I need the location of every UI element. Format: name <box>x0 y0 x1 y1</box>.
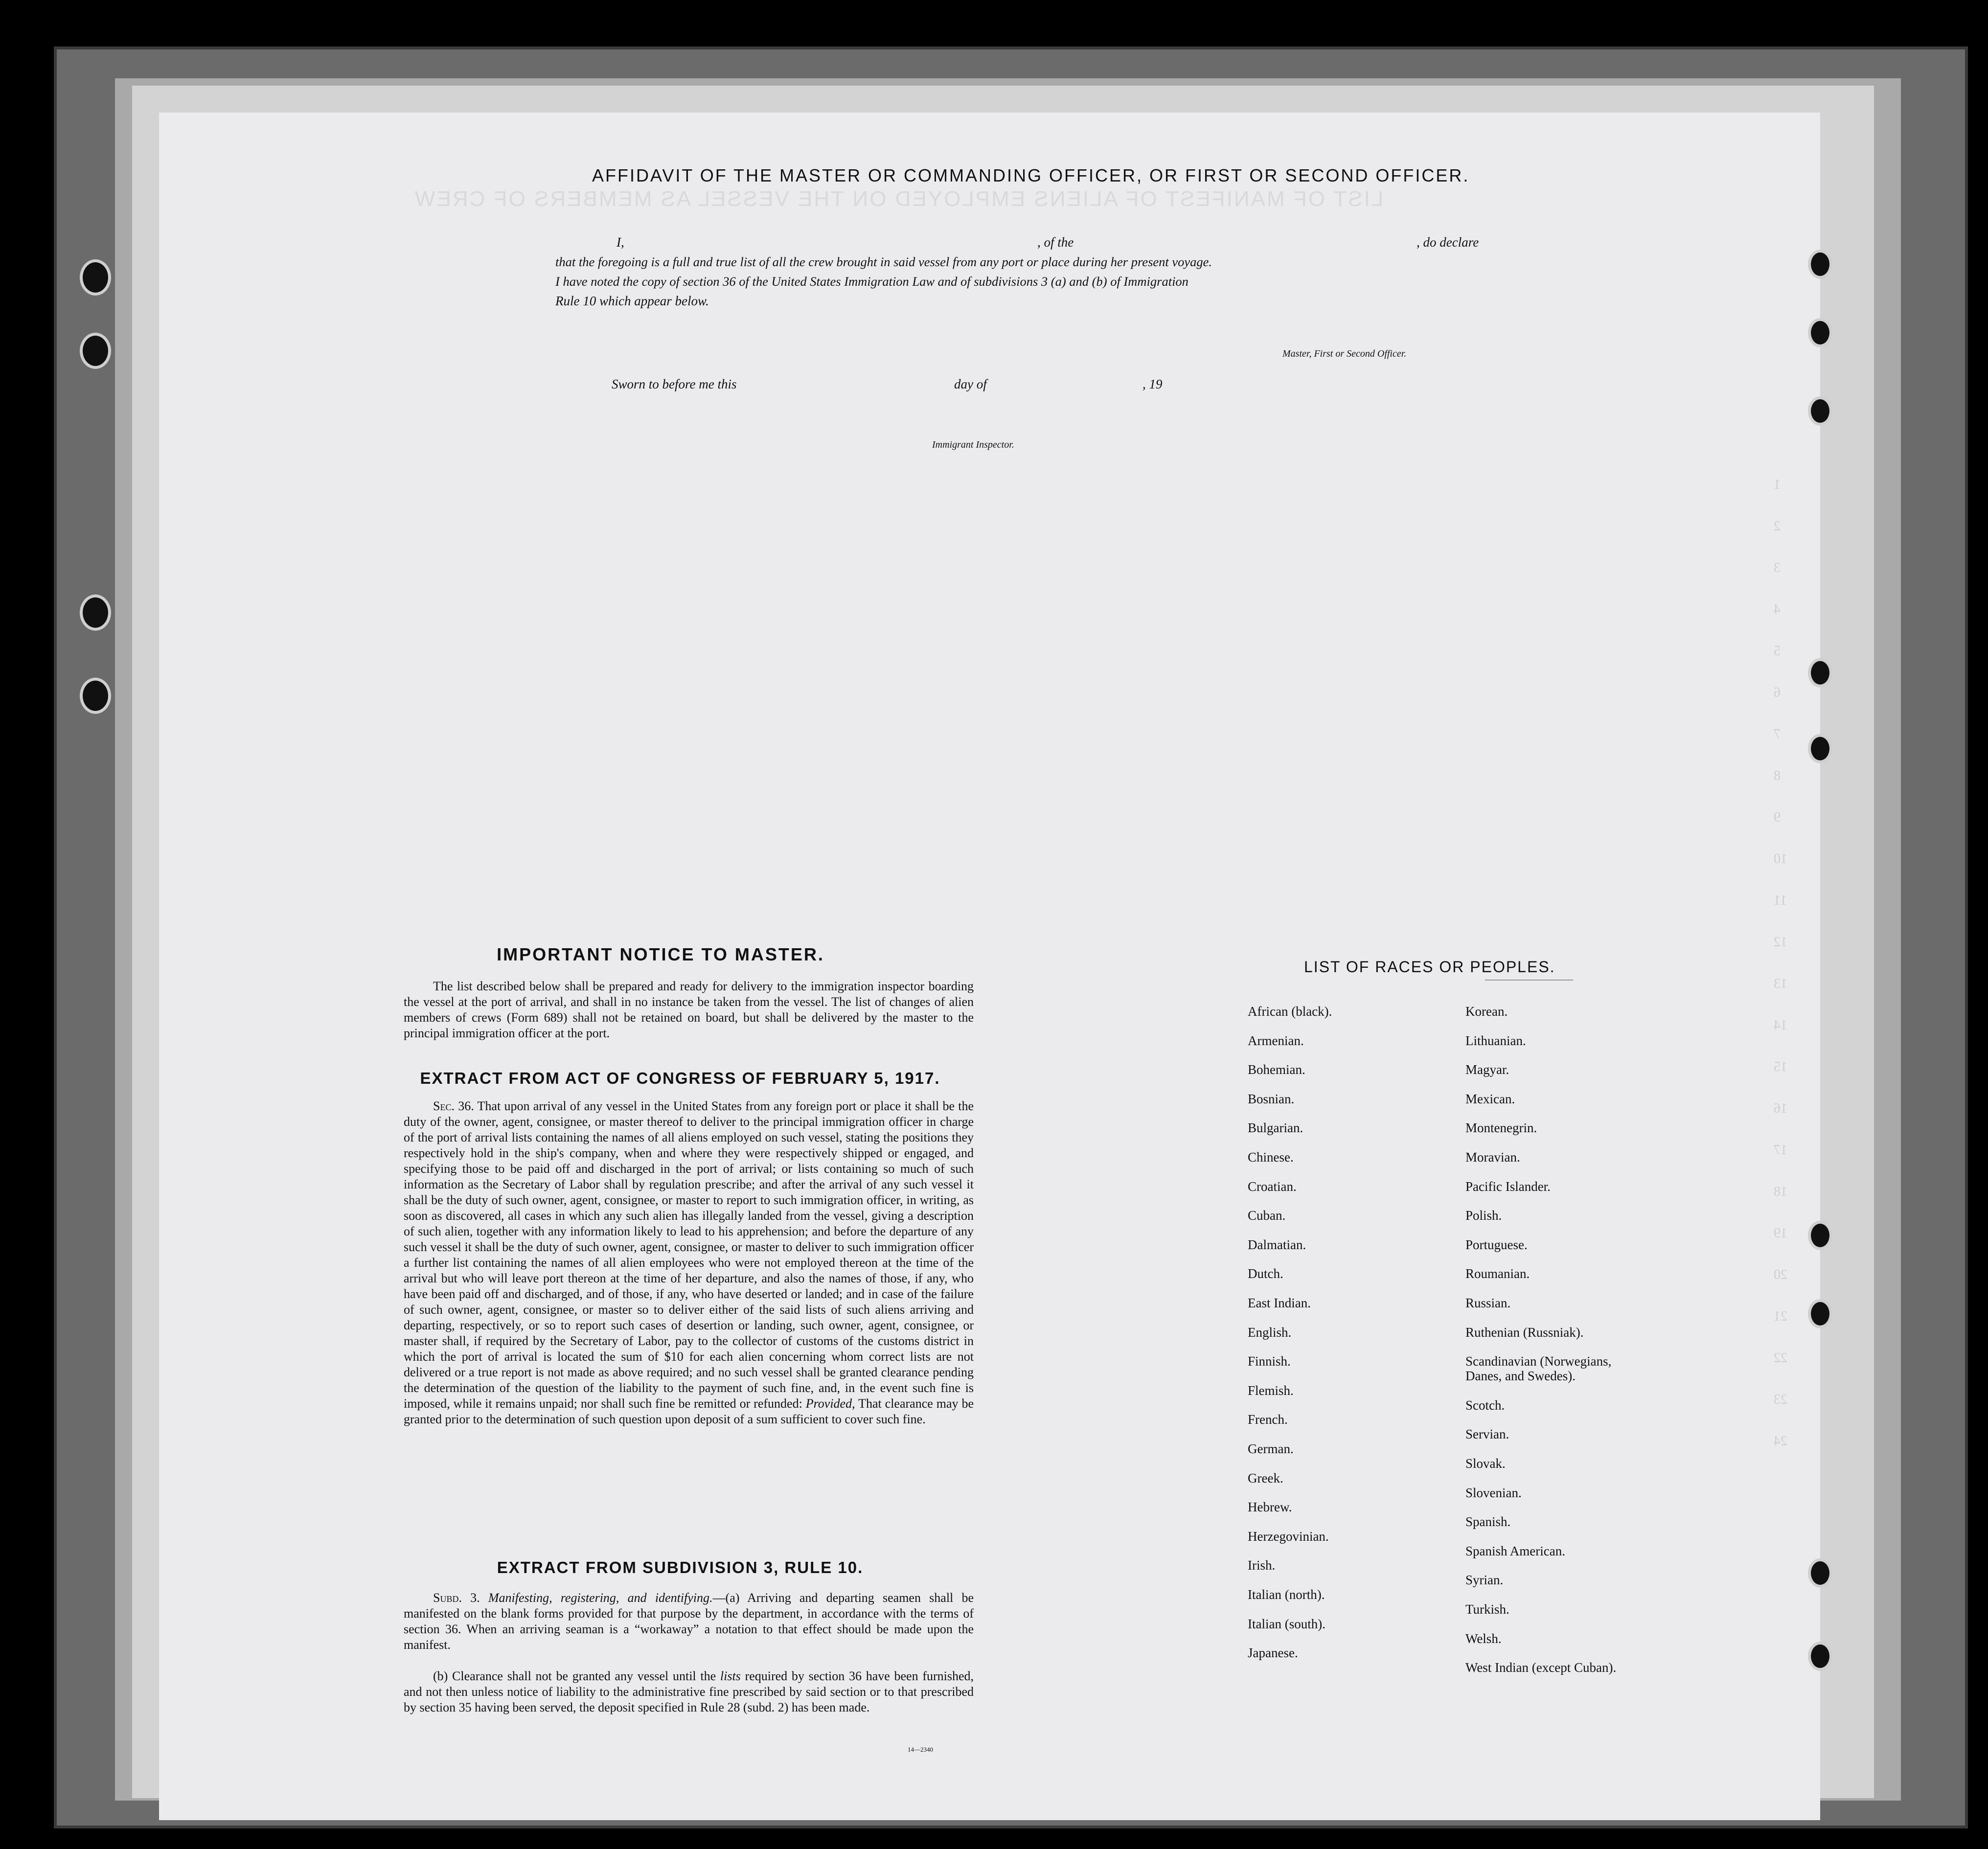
bleed-row-number: 6 <box>1774 685 1781 700</box>
race-left-item: Chinese. <box>1248 1150 1294 1164</box>
race-right-item: Syrian. <box>1465 1573 1504 1588</box>
race-left-item: Bohemian. <box>1248 1062 1305 1077</box>
race-right-item: Turkish. <box>1465 1602 1509 1617</box>
race-left-item: Dalmatian. <box>1248 1237 1306 1252</box>
race-right-item: Pacific Islander. <box>1465 1179 1551 1194</box>
day-of-text: day of <box>954 377 987 391</box>
punch-hole <box>1808 1558 1832 1588</box>
punch-hole <box>1808 396 1832 426</box>
para-b-lists: lists <box>720 1669 741 1683</box>
extract-rule-para-b <box>404 1668 974 1715</box>
affidavit-line3: I have noted the copy of section 36 of the United States Immigration Law and of subdivisions 3 (a) and (b) of Immigration <box>555 274 1188 289</box>
sec-36-text-end: That clearance may be granted prior to the determination of such question upon deposit of a sum sufficient to cover such fine. <box>404 1396 974 1426</box>
race-left-item: English. <box>1248 1324 1292 1340</box>
bleed-row-number: 24 <box>1774 1434 1787 1449</box>
race-right-item: Scandinavian (Norwegians, <box>1465 1354 1612 1369</box>
affidavit-title: AFFIDAVIT OF THE MASTER OR COMMANDING OFFICER, OR FIRST OR SECOND OFFICER. <box>592 165 1470 185</box>
race-left-item: Bosnian. <box>1248 1091 1295 1106</box>
race-right-item: Scotch. <box>1465 1397 1505 1413</box>
races-title: LIST OF RACES OR PEOPLES. <box>1304 958 1555 976</box>
punch-hole <box>80 333 111 369</box>
race-left-item: French. <box>1248 1412 1288 1427</box>
affidavit-line1-i: I, <box>617 235 624 250</box>
race-right-item: Polish. <box>1465 1208 1502 1223</box>
race-left-item: Bulgarian. <box>1248 1120 1303 1136</box>
bleed-row-number: 9 <box>1774 810 1781 825</box>
bleed-row-number: 15 <box>1774 1059 1787 1074</box>
bleed-row-number: 19 <box>1774 1226 1787 1241</box>
punch-hole <box>1808 250 1832 279</box>
subd-para-a: —(a) Arriving and departing seamen shall be manifested on the blank forms provided for that purpose by the department, in accordance with the terms of section 36. When an arriving seaman is a “workaway” a notation to that effect should be made upon the manifest. <box>404 1591 974 1652</box>
race-left-item: African (black). <box>1248 1004 1332 1019</box>
bleed-row-number: 1 <box>1774 477 1781 492</box>
extract-rule-title: EXTRACT FROM SUBDIVISION 3, RULE 10. <box>497 1558 864 1576</box>
bleed-row-number: 3 <box>1774 560 1781 575</box>
race-right-item: Roumanian. <box>1465 1266 1530 1281</box>
punch-hole <box>1808 658 1832 687</box>
punch-hole <box>1808 1642 1832 1671</box>
bleed-row-number: 11 <box>1774 893 1787 908</box>
inspector-label: Immigrant Inspector. <box>932 439 1014 450</box>
extract-act-title: EXTRACT FROM ACT OF CONGRESS OF FEBRUARY 5, 1917. <box>420 1069 940 1087</box>
affidavit-line1-declare: , do declare <box>1417 235 1479 250</box>
race-right-item: Servian. <box>1465 1427 1509 1442</box>
punch-hole <box>1808 734 1832 763</box>
race-left-item: Italian (north). <box>1248 1587 1325 1602</box>
race-left-item: Greek. <box>1248 1470 1283 1485</box>
race-left-item: Japanese. <box>1248 1645 1298 1661</box>
bleed-row-number: 12 <box>1774 935 1787 950</box>
race-right-item: Slovenian. <box>1465 1485 1522 1500</box>
race-left-item: Dutch. <box>1248 1266 1283 1281</box>
notice-body: The list described below shall be prepared and ready for delivery to the immigration inspector boarding the vessel at the port of arrival, and shall in no instance be taken from the vessel. The list of changes of alien members of crews (Form 689) shall not be retained on board, but shall be delivered by the master to the principal immigration officer at the port. <box>404 979 974 1040</box>
sworn-text: Sworn to before me this <box>612 377 737 391</box>
bleed-row-number: 21 <box>1774 1309 1787 1324</box>
para-b-start: (b) Clearance shall not be granted any vessel until the <box>433 1669 716 1683</box>
race-left-item: Cuban. <box>1248 1208 1286 1223</box>
race-right-item: Mexican. <box>1465 1091 1515 1106</box>
bleed-row-number: 2 <box>1774 519 1781 534</box>
bleed-through-heading: LIST OF MANIFEST OF ALIENS EMPLOYED ON THE VESSEL AS MEMBERS OF CREW <box>413 187 1384 211</box>
extract-act-body <box>404 1098 974 1427</box>
race-right-item: Spanish American. <box>1465 1543 1565 1558</box>
document-page <box>159 113 1820 1820</box>
punch-hole <box>1808 1221 1832 1250</box>
bleed-row-number: 5 <box>1774 643 1781 659</box>
bleed-row-number: 7 <box>1774 727 1781 742</box>
race-right-item: Lithuanian. <box>1465 1033 1526 1048</box>
bleed-row-number: 17 <box>1774 1142 1787 1158</box>
bleed-row-number: 18 <box>1774 1184 1787 1199</box>
affidavit-line4: Rule 10 which appear below. <box>555 294 709 308</box>
subd-label: Subd. 3. <box>433 1591 480 1605</box>
race-right-item: Ruthenian (Russniak). <box>1465 1324 1584 1340</box>
bleed-row-number: 23 <box>1774 1392 1787 1407</box>
extract-rule-para-a <box>404 1590 974 1653</box>
affidavit-line2: that the foregoing is a full and true list of all the crew brought in said vessel from any port or place during her present voyage. <box>555 254 1212 269</box>
form-number: 14—2340 <box>908 1746 933 1753</box>
punch-hole <box>80 678 111 714</box>
race-left-item: Armenian. <box>1248 1033 1304 1048</box>
sec-label: Sec. 36. <box>433 1099 474 1113</box>
race-right-item: Danes, and Swedes). <box>1465 1369 1576 1384</box>
race-right-item: Magyar. <box>1465 1062 1509 1077</box>
sec-36-text: That upon arrival of any vessel in the United States from any foreign port or place it shall be the duty of the owner, agent, consignee, or master thereof to deliver to the principal immigration officer in charge of the port of arrival lists containing the names of all aliens employed on such vessel, stating the positions they respectively hold in the ship's company, when and where they were respectively shipped or engaged, and specifying those to be paid off and discharged in the port of arrival; or lists containing so much of such information as the Secretary of Labor shall by regulation prescribe; and after the arrival of any such vessel it shall be the duty of such owner, agent, consignee, or master to report to such immigration officer, in writing, as soon as discovered, all cases in which any such alien has illegally landed from the vessel, giving a description of such alien, together with any information likely to lead to his apprehension; and before the departure of any such vessel it shall be the duty of such owner, agent, consignee, or master to deliver to such immigration officer a further list containing the names of all alien employees who were not employed thereon at the time of the arrival but who will leave port thereon at the time of her departure, and also the names of those, if any, who have been paid off and discharged, and of those, if any, who have deserted or landed; and in case of the failure of such owner, agent, consignee, or master so to deliver either of the said lists of such aliens arriving and departing, respectively, or so to report such cases of desertion or landing, such owner, agent, consignee, or master shall, if required by the Secretary of Labor, pay to the collector of customs of the customs district in which the port of arrival is located the sum of $10 for each alien concerning whom correct lists are not delivered or a true report is not made as above required; and no such vessel shall be granted clearance pending the determination of the question of the liability to the payment of such fine, and, in the event such fine is imposed, while it remains unpaid; nor shall such fine be remitted or refunded: <box>404 1099 974 1411</box>
punch-hole <box>80 594 111 631</box>
bleed-row-number: 22 <box>1774 1350 1787 1366</box>
race-left-item: Hebrew. <box>1248 1500 1292 1515</box>
race-left-item: Flemish. <box>1248 1383 1294 1398</box>
provided-text: Provided, <box>805 1396 855 1411</box>
punch-hole <box>1808 1299 1832 1328</box>
bleed-row-number: 20 <box>1774 1267 1787 1282</box>
race-right-item: Korean. <box>1465 1004 1508 1019</box>
punch-hole <box>1808 318 1832 347</box>
bleed-row-number: 14 <box>1774 1018 1787 1033</box>
subd-italic: Manifesting, registering, and identifying. <box>488 1591 713 1605</box>
races-title-underline <box>1485 980 1573 981</box>
affidavit-line1-of: , of the <box>1037 235 1074 250</box>
race-left-item: German. <box>1248 1441 1294 1456</box>
race-right-item: West Indian (except Cuban). <box>1465 1660 1617 1675</box>
race-right-item: Slovak. <box>1465 1456 1506 1471</box>
race-left-item: Finnish. <box>1248 1354 1291 1369</box>
race-right-item: Spanish. <box>1465 1514 1511 1529</box>
race-right-item: Welsh. <box>1465 1631 1502 1646</box>
race-right-item: Russian. <box>1465 1296 1511 1310</box>
punch-hole <box>80 259 111 296</box>
race-left-item: Herzegovinian. <box>1248 1529 1329 1544</box>
race-left-item: East Indian. <box>1248 1296 1311 1310</box>
bleed-row-number: 10 <box>1774 851 1787 867</box>
notice-title: IMPORTANT NOTICE TO MASTER. <box>497 944 824 964</box>
master-signature-label: Master, First or Second Officer. <box>1282 348 1407 359</box>
race-left-item: Croatian. <box>1248 1179 1297 1194</box>
race-left-item: Italian (south). <box>1248 1616 1325 1631</box>
race-right-item: Montenegrin. <box>1465 1120 1537 1136</box>
race-right-item: Moravian. <box>1465 1150 1520 1164</box>
year-text: , 19 <box>1143 377 1163 391</box>
para-b-end: required by section 36 have been furnished, and not then unless notice of liability to the administrative fine prescribed by said section or to that prescribed by section 35 having been served, the deposit specified in Rule 28 (subd. 2) has been made. <box>404 1669 974 1714</box>
bleed-row-number: 16 <box>1774 1101 1787 1116</box>
race-right-item: Portuguese. <box>1465 1237 1528 1252</box>
race-left-item: Irish. <box>1248 1558 1276 1573</box>
bleed-row-number: 13 <box>1774 976 1787 991</box>
bleed-row-number: 4 <box>1774 602 1781 617</box>
bleed-row-number: 8 <box>1774 768 1781 783</box>
